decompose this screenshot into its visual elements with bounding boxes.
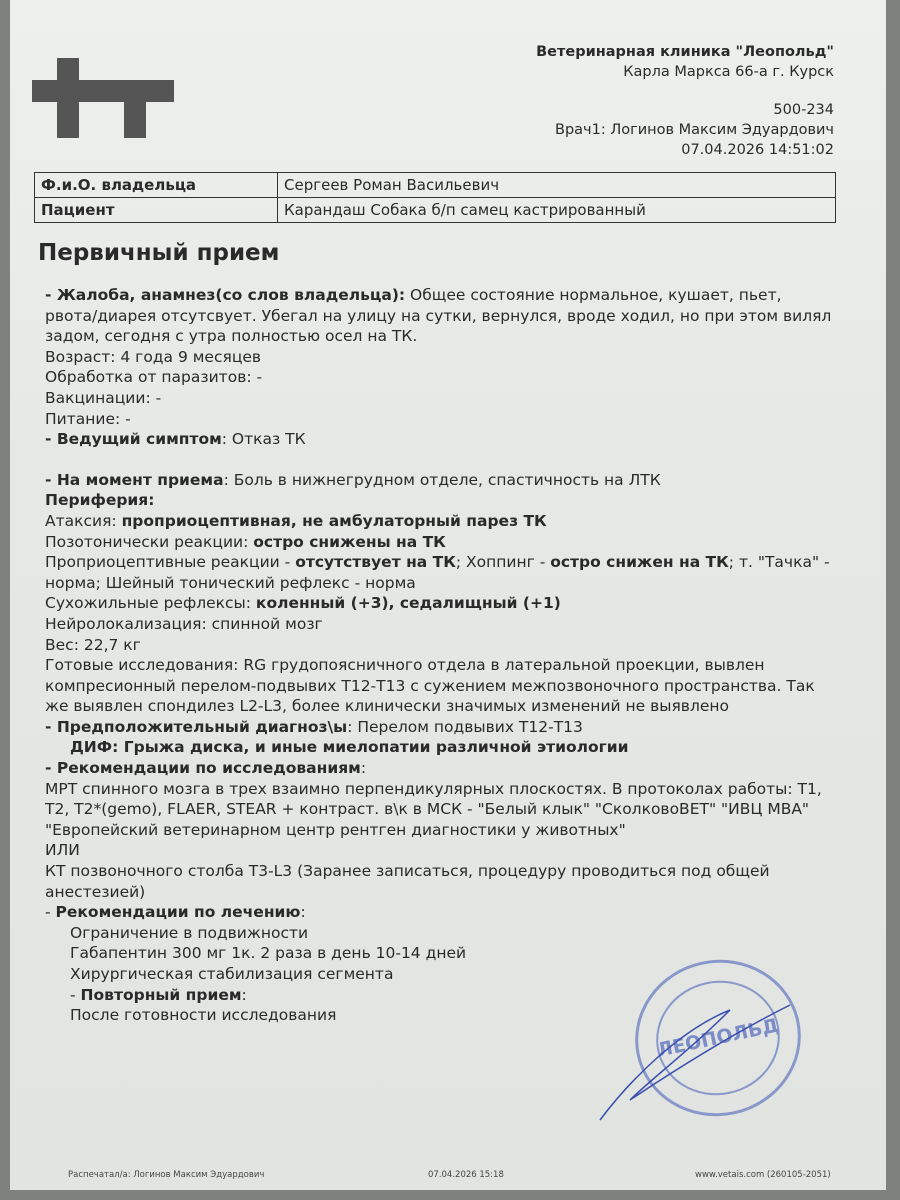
complaint-label: - Жалоба, анамнез(со слов владельца)	[45, 286, 399, 304]
ataxia-value: проприоцептивная, не амбулаторный парез ТК	[121, 511, 547, 530]
other-reflexes: ; т. "Тачка" - норма; Шейный тонический рефлекс - норма	[45, 553, 830, 592]
postural-label: Позотонически реакции:	[45, 532, 254, 551]
clinic-name: Ветеринарная клиника "Леопольд"	[536, 44, 834, 60]
age: Возраст: 4 года 9 месяцев	[45, 347, 262, 366]
hopping-value: остро снижен на ТК	[550, 553, 729, 572]
patient-info: Карандаш Собака б/п самец кастрированный	[278, 198, 836, 223]
tendon-value: коленный (+3), седалищный (+1)	[255, 594, 561, 613]
proprio-line	[45, 552, 835, 593]
treatment-item: Габапентин 300 мг 1к. 2 раза в день 10-14 дней	[70, 944, 467, 963]
diet: Питание: -	[45, 409, 131, 428]
diagnosis-text: : Перелом подвывих Т12-Т13	[347, 717, 583, 736]
weight: Вес: 22,7 кг	[45, 635, 141, 654]
clinic-header	[536, 42, 834, 160]
tendon-label: Сухожильные рефлексы:	[45, 594, 256, 613]
owner-patient-table	[34, 172, 836, 223]
owner-name: Сергеев Роман Васильевич	[278, 173, 836, 198]
postural-value: остро снижены на ТК	[253, 532, 446, 551]
document-page	[10, 0, 886, 1190]
clinic-logo-icon	[32, 58, 182, 138]
record-body: - Жалоба, анамнез(со слов владельца): Общее состояние нормальное, кушает, пьет, рвота/диарея отсутсвует. Убегал на улицу на сутки, вернулся, вроде ходил, но при этом вилял задом, сегодня с утра полностью осел на ТК. Возраст: 4 года 9 месяцев Обработка от паразитов: - Вакцинации: - Питание: - - Ведущий симптом: Отказ ТК - На момент приема: Боль в нижнегрудном отделе, спастичность на ЛТК Периферия: Атаксия: проприоцептивная, не амбулаторный парез ТК Позотонически реакции: остро снижены на ТК Проприоцептивные реакции - отсутствует на ТК; Хоппинг - остро снижен на ТК; т. "Тачка" - норма; Шейный тонический рефлекс - норма Сухожильные рефлексы: коленный (+3), седалищный (+1) Нейролокализация: спинной мозг Вес: 22,7 кг Готовые исследования: RG грудопоясничного отдела в латеральной проекции, вывлен компресионный перелом-подвывих Т12-Т13 с сужением межпозвоночного пространства. Так же выявлен спондилез L2-L3, более клинически значимых изменений не выявлено - Предположительный диагноз\ы: Перелом подвывих Т12-Т13 ДИФ: Грыжа диска, и иные миелопатии различной этиологии - Рекомендации по исследованиям: МРТ спинного мозга в трех взаимно перпендикулярных плоскостях. В протоколах работы: Т1, Т2, Т2*(gemo), FLAER, STEAR + контраст. в\к в МСК - "Белый клык" "СколковоВЕТ" "ИВЦ МВА" "Европейский ветеринарном центр рентген диагностики у животных" ИЛИ КТ позвоночного столба Т3-L3 (Заранее записаться, процедуру проводиться под общей анестезией) - Рекомендации по лечению: Ограничение в подвижности Габапентин 300 мг 1к. 2 раза в день 10-14 дней Хирургическая стабилизация сегмента - Повторный прием: После готовности исследования	[45, 285, 835, 1026]
followup-text: После готовности исследования	[70, 1006, 337, 1025]
ataxia-label: Атаксия:	[45, 511, 122, 530]
clinic-address: Карла Маркса 66-а г. Курск	[623, 64, 834, 80]
rec-or: ИЛИ	[45, 841, 80, 860]
page-title: Первичный прием	[38, 240, 280, 266]
hopping-label: ; Хоппинг -	[455, 553, 551, 572]
owner-label: Ф.и.О. владельца	[35, 173, 278, 198]
parasites: Обработка от паразитов: -	[45, 368, 263, 387]
signature-icon	[570, 990, 810, 1130]
vetais-site: www.vetais.com (260105-2051)	[695, 1170, 831, 1180]
proprio-label: Проприоцептивные реакции -	[45, 553, 296, 572]
studies: Готовые исследования: RG грудопоясничного отдела в латеральной проекции, вывлен компресионный перелом-подвывих Т12-Т13 с сужением межпозвоночного пространства. Так же выявлен спондилез L2-L3, более клинически значимых изменений не выявлено	[45, 656, 815, 716]
vaccines: Вакцинации: -	[45, 388, 162, 407]
differential: ДИФ: Грыжа диска, и иные миелопатии различной этиологии	[70, 738, 629, 757]
rec-studies-label: - Рекомендации по исследованиям	[45, 759, 361, 778]
followup-label: Повторный прием	[80, 985, 242, 1004]
treatment-item: Ограничение в подвижности	[70, 923, 309, 942]
neurolocalization: Нейролокализация: спинной мозг	[45, 614, 323, 633]
diagnosis-label: - Предположительный диагноз\ы	[45, 717, 348, 736]
printed-by: Распечатал/а: Логинов Максим Эдуардович	[68, 1170, 265, 1180]
record-number: 500-234	[773, 102, 834, 118]
rec-studies-text: МРТ спинного мозга в трех взаимно перпендикулярных плоскостях. В протоколах работы: Т1, Т2, Т2*(gemo), FLAER, STEAR + контраст. в\к в МСК - "Белый клык" "СколковоВЕТ" "ИВЦ МВА" "Европейский ветеринарном центр рентген диагностики у животных"	[45, 779, 822, 839]
rec-ct: КТ позвоночного столба Т3-L3 (Заранее записаться, процедуру проводиться под общей анестезией)	[45, 862, 770, 901]
visit-datetime: 07.04.2026 14:51:02	[681, 142, 834, 158]
symptom-label: - Ведущий симптом	[45, 430, 222, 449]
proprio-value: отсутствует на ТК	[295, 553, 456, 572]
periphery-heading: Периферия:	[45, 491, 155, 510]
complaint-text: Общее состояние нормальное, кушает, пьет, рвота/диарея отсутсвует. Убегал на улицу на сутки, вернулся, вроде ходил, но при этом вилял задом, сегодня с утра полностью осел на ТК.	[45, 286, 832, 346]
treatment-item: Хирургическая стабилизация сегмента	[70, 965, 394, 983]
doctor: Врач1: Логинов Максим Эдуардович	[555, 122, 834, 138]
at-visit-label: - На момент приема	[45, 470, 224, 489]
printed-at: 07.04.2026 15:18	[428, 1170, 504, 1180]
at-visit-text: Боль в нижнегрудном отделе, спастичность на ЛТК	[228, 470, 661, 489]
symptom-text: Отказ ТК	[227, 430, 306, 449]
stamp-text: ЛЕОПОЛЬД	[654, 1014, 782, 1062]
patient-label: Пациент	[35, 198, 278, 223]
rec-treatment-label: Рекомендации по лечению	[55, 903, 301, 922]
